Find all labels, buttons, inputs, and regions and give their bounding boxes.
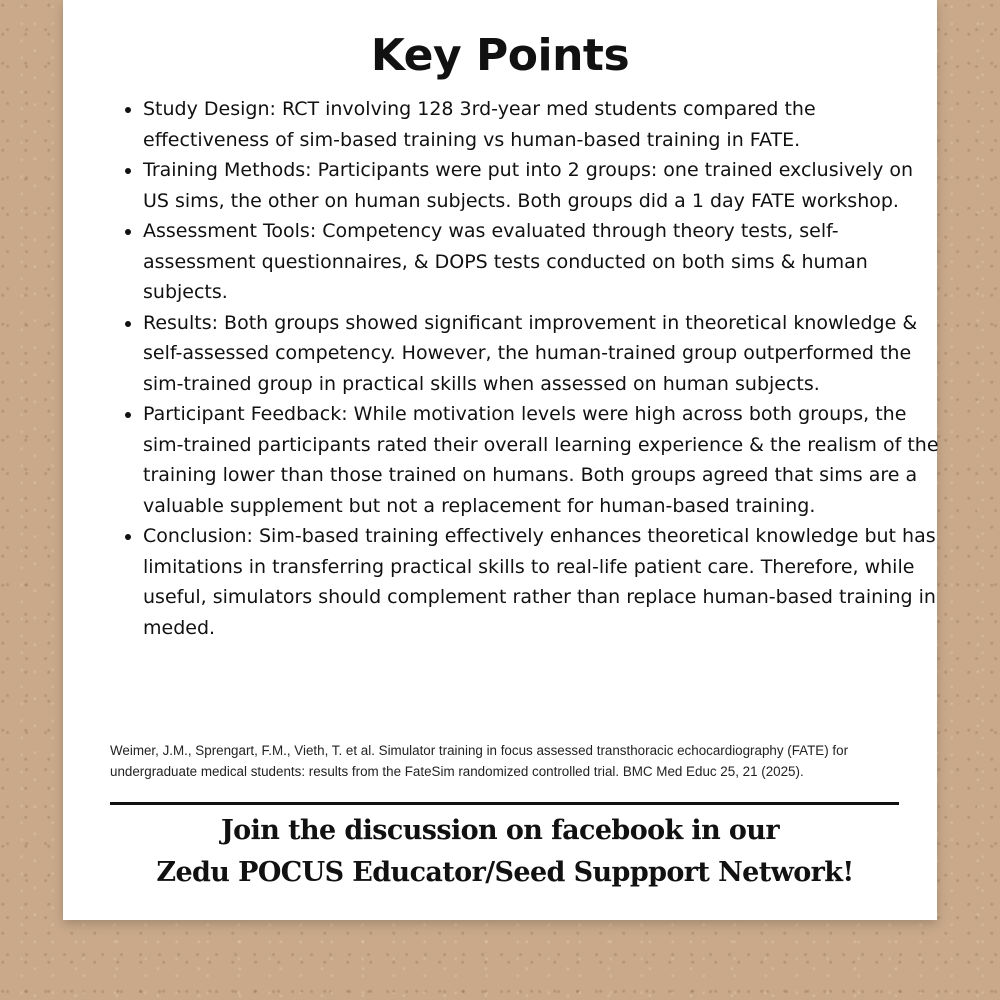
content-card (63, 0, 937, 920)
key-point-participant-feedback: • Participant Feedback: While motivation levels were high across both groups, the sim-trained participants rated their overall learning experience & the realism of the training lower than those trained on humans. Both groups agreed that sims are a valuable supplement but not a replacement for human-based training. (143, 399, 943, 521)
page-title: Key Points (370, 30, 630, 81)
key-point-training-methods: • Training Methods: Participants were put into 2 groups: one trained exclusively on US sims, the other on human subjects. Both groups did a 1 day FATE workshop. (143, 155, 943, 216)
cta-line-1: Join the discussion on facebook in our (221, 815, 779, 846)
key-point-assessment-tools: • Assessment Tools: Competency was evaluated through theory tests, self-assessment questionnaires, & DOPS tests conducted on both sims & human subjects. (143, 216, 943, 308)
key-point-study-design: • Study Design: RCT involving 128 3rd-year med students compared the effectiveness of sim-based training vs human-based training in FATE. (143, 94, 943, 155)
cta-line-2: Zedu POCUS Educator/Seed Suppport Network! (156, 857, 854, 888)
citation: Weimer, J.M., Sprengart, F.M., Vieth, T. et al. Simulator training in focus assessed transthoracic echocardiography (FATE) for undergraduate medical students: results from the FateSim randomized controlled trial. BMC Med Educ 25, 21 (2025). (110, 743, 849, 779)
key-point-results: • Results: Both groups showed significant improvement in theoretical knowledge & self-assessed competency. However, the human-trained group outperformed the sim-trained group in practical skills when assessed on human subjects. (143, 308, 943, 400)
key-points-list (115, 94, 943, 643)
key-point-conclusion: • Conclusion: Sim-based training effectively enhances theoretical knowledge but has limitations in transferring practical skills to real-life patient care. Therefore, while useful, simulators should complement rather than replace human-based training in meded. (143, 521, 943, 643)
divider (110, 802, 899, 805)
call-to-action (63, 810, 937, 894)
